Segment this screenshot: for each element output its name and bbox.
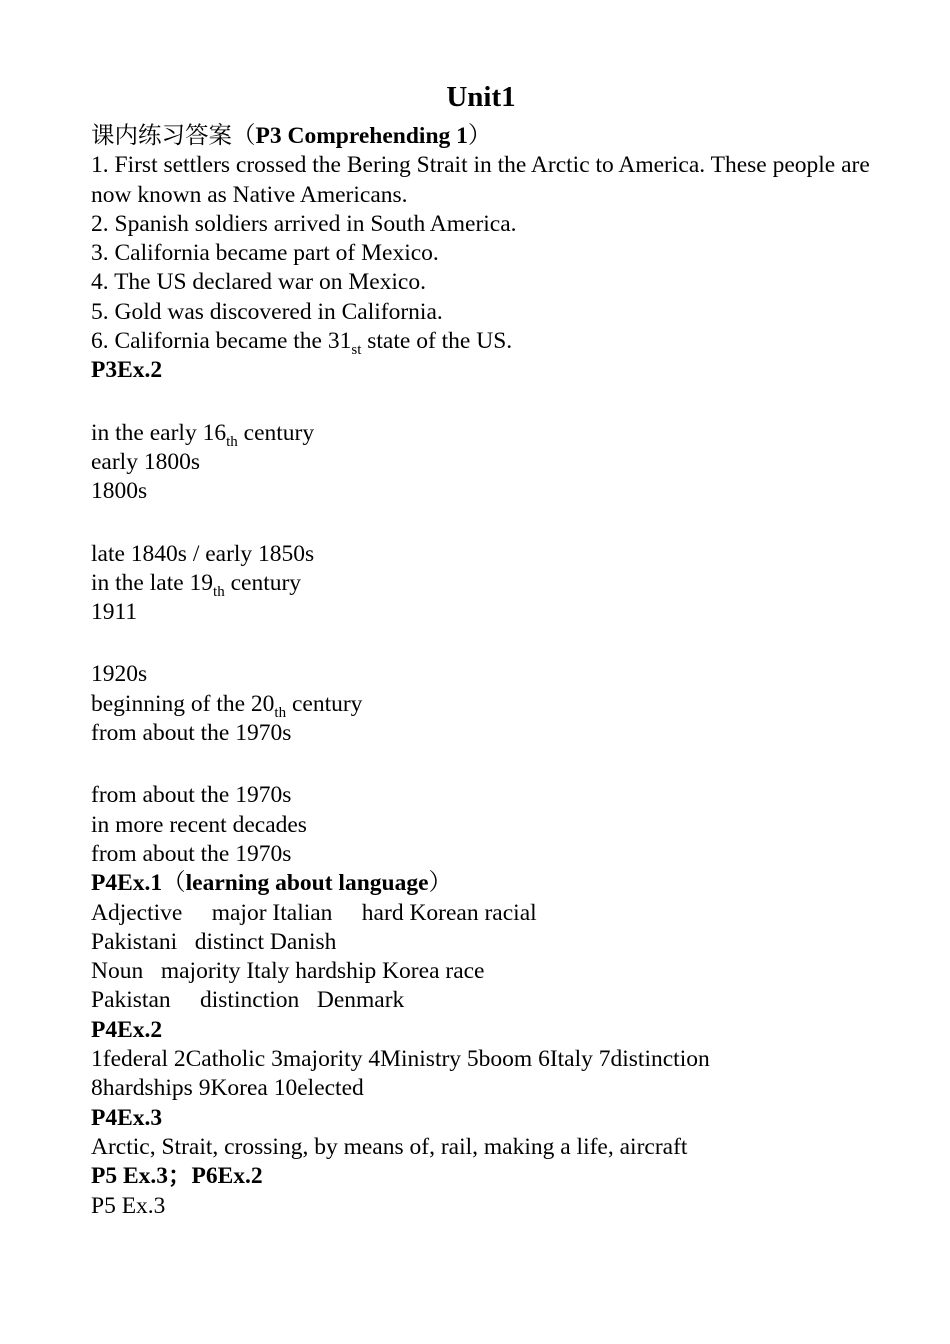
timeline-text-end: century bbox=[237, 419, 315, 446]
answer-item-3: 3. California became part of Mexico. bbox=[91, 240, 439, 267]
section-heading-comprehending bbox=[91, 122, 871, 151]
ordinal-suffix: th bbox=[213, 583, 225, 600]
timeline-entry bbox=[91, 419, 871, 448]
answer-item-4: 4. The US declared war on Mexico. bbox=[91, 269, 426, 296]
timeline-text-end: century bbox=[224, 569, 302, 596]
word-form-row: Adjective major Italian hard Korean racial bbox=[91, 899, 537, 926]
heading-separator: ； bbox=[168, 1163, 192, 1190]
page-title: Unit1 bbox=[446, 81, 516, 113]
answer-item-1: 1. First settlers crossed the Bering Strait in the Arctic to America. These people are now known as Native Americans. bbox=[91, 152, 870, 208]
word-form-row: Pakistan distinction Denmark bbox=[91, 987, 405, 1014]
spacer bbox=[91, 386, 871, 419]
spacer bbox=[91, 627, 871, 660]
heading-paren: （ bbox=[162, 870, 186, 897]
heading-bold: P6Ex.2 bbox=[191, 1163, 263, 1190]
document-page bbox=[91, 76, 871, 1221]
timeline-entry: late 1840s / early 1850s bbox=[91, 540, 315, 567]
heading-bold: P3 Comprehending 1 bbox=[255, 123, 468, 149]
timeline-entry: from about the 1970s bbox=[91, 840, 292, 867]
heading-bold: learning about language bbox=[185, 870, 429, 897]
answer-row: 1federal 2Catholic 3majority 4Ministry 5boom 6Italy 7distinction bbox=[91, 1046, 710, 1073]
section-heading-p5ex3-p6ex2 bbox=[91, 1162, 871, 1191]
spacer bbox=[91, 507, 871, 540]
ordinal-suffix: th bbox=[274, 704, 287, 721]
section-heading-p4ex1 bbox=[91, 869, 871, 898]
word-form-row: Pakistani distinct Danish bbox=[91, 928, 337, 955]
timeline-entry: 1920s bbox=[91, 661, 148, 688]
timeline-entry: from about the 1970s bbox=[91, 720, 292, 747]
ordinal-suffix: th bbox=[226, 433, 238, 450]
heading-suffix: ） bbox=[467, 123, 492, 149]
timeline-text: in the late 19 bbox=[91, 569, 214, 596]
heading-paren: ） bbox=[428, 870, 453, 897]
timeline-entry bbox=[91, 690, 871, 719]
heading-bold: P4Ex.1 bbox=[91, 870, 163, 897]
answer-item-5: 5. Gold was discovered in California. bbox=[91, 298, 443, 325]
timeline-entry: early 1800s bbox=[91, 448, 200, 475]
timeline-entry: 1911 bbox=[91, 599, 138, 626]
answer-row: P5 Ex.3 bbox=[91, 1192, 166, 1219]
section-heading-p4ex3: P4Ex.3 bbox=[91, 1104, 163, 1131]
section-heading-p3ex2: P3Ex.2 bbox=[91, 357, 163, 384]
spacer bbox=[91, 748, 871, 781]
word-form-row: Noun majority Italy hardship Korea race bbox=[91, 958, 485, 985]
timeline-entry: in more recent decades bbox=[91, 811, 307, 838]
answer-row: 8hardships 9Korea 10elected bbox=[91, 1075, 364, 1102]
timeline-text-end: century bbox=[286, 690, 363, 717]
timeline-entry bbox=[91, 569, 871, 598]
timeline-text: beginning of the 20 bbox=[91, 690, 275, 717]
answer-row: Arctic, Strait, crossing, by means of, rail, making a life, aircraft bbox=[91, 1133, 688, 1160]
answer-item-6 bbox=[91, 327, 871, 359]
timeline-entry: from about the 1970s bbox=[91, 782, 292, 809]
timeline-entry: 1800s bbox=[91, 478, 148, 505]
answer-item-6-text-end: state of the US. bbox=[361, 328, 513, 355]
timeline-text: in the early 16 bbox=[91, 419, 227, 446]
heading-prefix: 课内练习答案（ bbox=[91, 123, 256, 149]
heading-bold: P5 Ex.3 bbox=[91, 1163, 169, 1190]
answer-item-6-text: 6. California became the 31 bbox=[91, 328, 352, 355]
section-heading-p4ex2: P4Ex.2 bbox=[91, 1016, 163, 1043]
ordinal-suffix: st bbox=[351, 342, 362, 359]
answer-item-2: 2. Spanish soldiers arrived in South America. bbox=[91, 210, 517, 237]
